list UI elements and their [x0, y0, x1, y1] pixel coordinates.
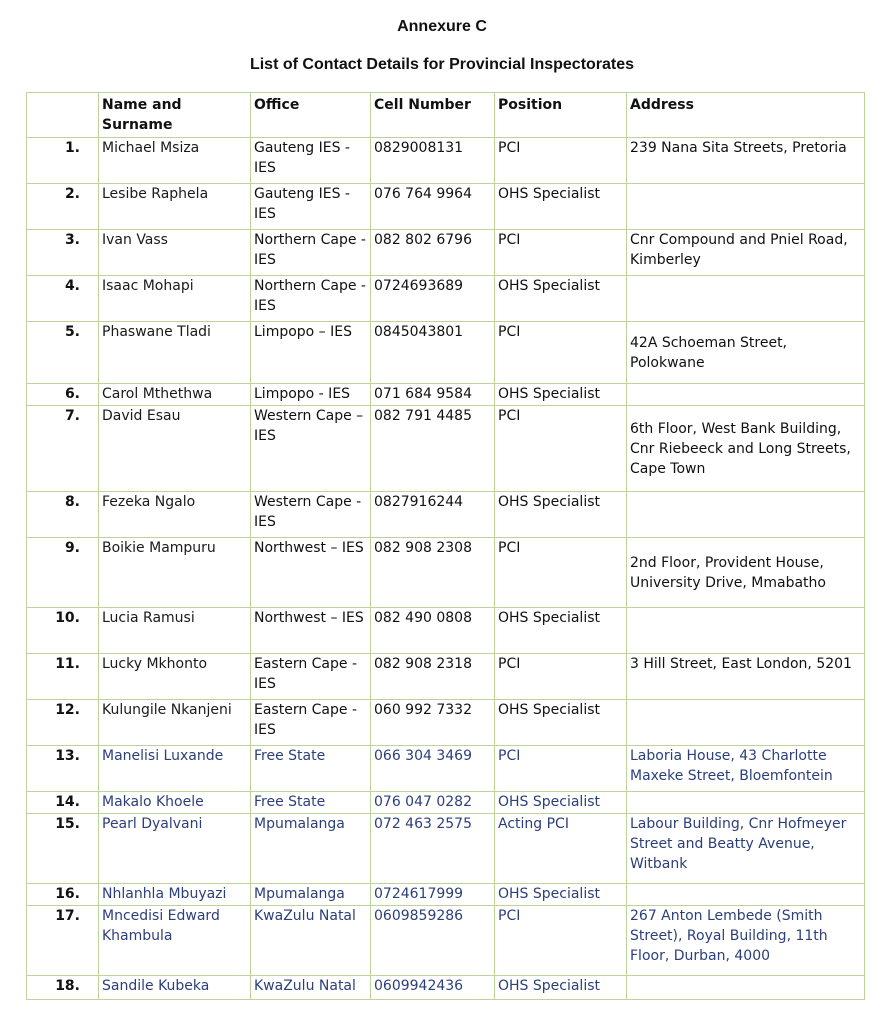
table-row — [27, 654, 865, 700]
document-title: Annexure C — [397, 18, 487, 35]
position: OHS Specialist — [495, 976, 627, 1000]
table-row — [27, 976, 865, 1000]
row-number: 5. — [27, 322, 99, 384]
table-row — [27, 492, 865, 538]
position: OHS Specialist — [495, 792, 627, 814]
table-row — [27, 384, 865, 406]
position: OHS Specialist — [495, 184, 627, 230]
address — [627, 276, 865, 322]
contact-name: Phaswane Tladi — [99, 322, 251, 384]
cell-number: 072 463 2575 — [371, 814, 495, 884]
row-number: 15. — [27, 814, 99, 884]
address: 2nd Floor, Provident House, University Drive, Mmabatho — [627, 538, 865, 608]
contact-name: Ivan Vass — [99, 230, 251, 276]
position: PCI — [495, 654, 627, 700]
table-row — [27, 884, 865, 906]
office: Limpopo – IES — [251, 322, 371, 384]
contact-name: Sandile Kubeka — [99, 976, 251, 1000]
office: Eastern Cape - IES — [251, 700, 371, 746]
cell-number: 066 304 3469 — [371, 746, 495, 792]
table-row — [27, 608, 865, 654]
table-row — [27, 322, 865, 384]
contact-name: Nhlanhla Mbuyazi — [99, 884, 251, 906]
address: 239 Nana Sita Streets, Pretoria — [627, 138, 865, 184]
table-row — [27, 406, 865, 492]
contact-name: Boikie Mampuru — [99, 538, 251, 608]
header-cell: Cell Number — [371, 93, 495, 138]
contact-name: Lucia Ramusi — [99, 608, 251, 654]
row-number: 1. — [27, 138, 99, 184]
header-position: Position — [495, 93, 627, 138]
position: OHS Specialist — [495, 608, 627, 654]
office: Free State — [251, 746, 371, 792]
table-row — [27, 792, 865, 814]
contact-name: Mncedisi Edward Khambula — [99, 906, 251, 976]
table-row — [27, 538, 865, 608]
row-number: 12. — [27, 700, 99, 746]
contact-name: Isaac Mohapi — [99, 276, 251, 322]
row-number: 9. — [27, 538, 99, 608]
office: Limpopo - IES — [251, 384, 371, 406]
address: Labour Building, Cnr Hofmeyer Street and Beatty Avenue, Witbank — [627, 814, 865, 884]
document-subtitle: List of Contact Details for Provincial Inspectorates — [249, 56, 635, 73]
office: Mpumalanga — [251, 814, 371, 884]
office: Free State — [251, 792, 371, 814]
position: OHS Specialist — [495, 884, 627, 906]
row-number: 6. — [27, 384, 99, 406]
position: OHS Specialist — [495, 492, 627, 538]
cell-number: 076 764 9964 — [371, 184, 495, 230]
position: OHS Specialist — [495, 384, 627, 406]
header-number — [27, 93, 99, 138]
table-row — [27, 230, 865, 276]
office: Northwest – IES — [251, 538, 371, 608]
position: Acting PCI — [495, 814, 627, 884]
contact-name: Lesibe Raphela — [99, 184, 251, 230]
office: Northwest – IES — [251, 608, 371, 654]
office: Gauteng IES - IES — [251, 138, 371, 184]
office: Eastern Cape - IES — [251, 654, 371, 700]
cell-number: 0724617999 — [371, 884, 495, 906]
address: 3 Hill Street, East London, 5201 — [627, 654, 865, 700]
cell-number: 082 802 6796 — [371, 230, 495, 276]
contact-name: Lucky Mkhonto — [99, 654, 251, 700]
position: PCI — [495, 138, 627, 184]
contacts-table — [26, 92, 865, 1000]
cell-number: 0609859286 — [371, 906, 495, 976]
table-row — [27, 746, 865, 792]
address — [627, 492, 865, 538]
cell-number: 0827916244 — [371, 492, 495, 538]
row-number: 4. — [27, 276, 99, 322]
address: Cnr Compound and Pniel Road, Kimberley — [627, 230, 865, 276]
address — [627, 792, 865, 814]
table-row — [27, 906, 865, 976]
row-number: 16. — [27, 884, 99, 906]
office: Northern Cape - IES — [251, 230, 371, 276]
cell-number: 082 791 4485 — [371, 406, 495, 492]
row-number: 11. — [27, 654, 99, 700]
row-number: 10. — [27, 608, 99, 654]
table-row — [27, 814, 865, 884]
contact-name: Michael Msiza — [99, 138, 251, 184]
row-number: 18. — [27, 976, 99, 1000]
position: PCI — [495, 322, 627, 384]
cell-number: 076 047 0282 — [371, 792, 495, 814]
address — [627, 384, 865, 406]
contact-name: Pearl Dyalvani — [99, 814, 251, 884]
cell-number: 071 684 9584 — [371, 384, 495, 406]
row-number: 13. — [27, 746, 99, 792]
row-number: 14. — [27, 792, 99, 814]
position: PCI — [495, 406, 627, 492]
cell-number: 082 908 2318 — [371, 654, 495, 700]
row-number: 7. — [27, 406, 99, 492]
position: OHS Specialist — [495, 700, 627, 746]
cell-number: 0724693689 — [371, 276, 495, 322]
contact-name: Manelisi Luxande — [99, 746, 251, 792]
position: PCI — [495, 746, 627, 792]
contact-name: David Esau — [99, 406, 251, 492]
table-row — [27, 138, 865, 184]
office: Mpumalanga — [251, 884, 371, 906]
contact-name: Fezeka Ngalo — [99, 492, 251, 538]
address: 267 Anton Lembede (Smith Street), Royal Building, 11th Floor, Durban, 4000 — [627, 906, 865, 976]
address — [627, 976, 865, 1000]
cell-number: 060 992 7332 — [371, 700, 495, 746]
row-number: 2. — [27, 184, 99, 230]
address — [627, 884, 865, 906]
cell-number: 0829008131 — [371, 138, 495, 184]
table-body — [27, 138, 865, 1000]
contact-name: Carol Mthethwa — [99, 384, 251, 406]
row-number: 17. — [27, 906, 99, 976]
address — [627, 700, 865, 746]
table-row — [27, 184, 865, 230]
table-header-row — [27, 93, 865, 138]
address — [627, 608, 865, 654]
address: 6th Floor, West Bank Building, Cnr Riebeeck and Long Streets, Cape Town — [627, 406, 865, 492]
position: PCI — [495, 906, 627, 976]
position: OHS Specialist — [495, 276, 627, 322]
row-number: 8. — [27, 492, 99, 538]
contact-name: Kulungile Nkanjeni — [99, 700, 251, 746]
position: PCI — [495, 538, 627, 608]
cell-number: 082 908 2308 — [371, 538, 495, 608]
cell-number: 0845043801 — [371, 322, 495, 384]
office: Gauteng IES - IES — [251, 184, 371, 230]
contact-name: Makalo Khoele — [99, 792, 251, 814]
office: Western Cape - IES — [251, 492, 371, 538]
position: PCI — [495, 230, 627, 276]
address: Laboria House, 43 Charlotte Maxeke Street, Bloemfontein — [627, 746, 865, 792]
cell-number: 0609942436 — [371, 976, 495, 1000]
row-number: 3. — [27, 230, 99, 276]
header-office: Office — [251, 93, 371, 138]
office: KwaZulu Natal — [251, 906, 371, 976]
office: Northern Cape - IES — [251, 276, 371, 322]
header-name: Name and Surname — [99, 93, 251, 138]
header-address: Address — [627, 93, 865, 138]
table-row — [27, 700, 865, 746]
address: 42A Schoeman Street, Polokwane — [627, 322, 865, 384]
cell-number: 082 490 0808 — [371, 608, 495, 654]
office: Western Cape – IES — [251, 406, 371, 492]
office: KwaZulu Natal — [251, 976, 371, 1000]
table-row — [27, 276, 865, 322]
address — [627, 184, 865, 230]
